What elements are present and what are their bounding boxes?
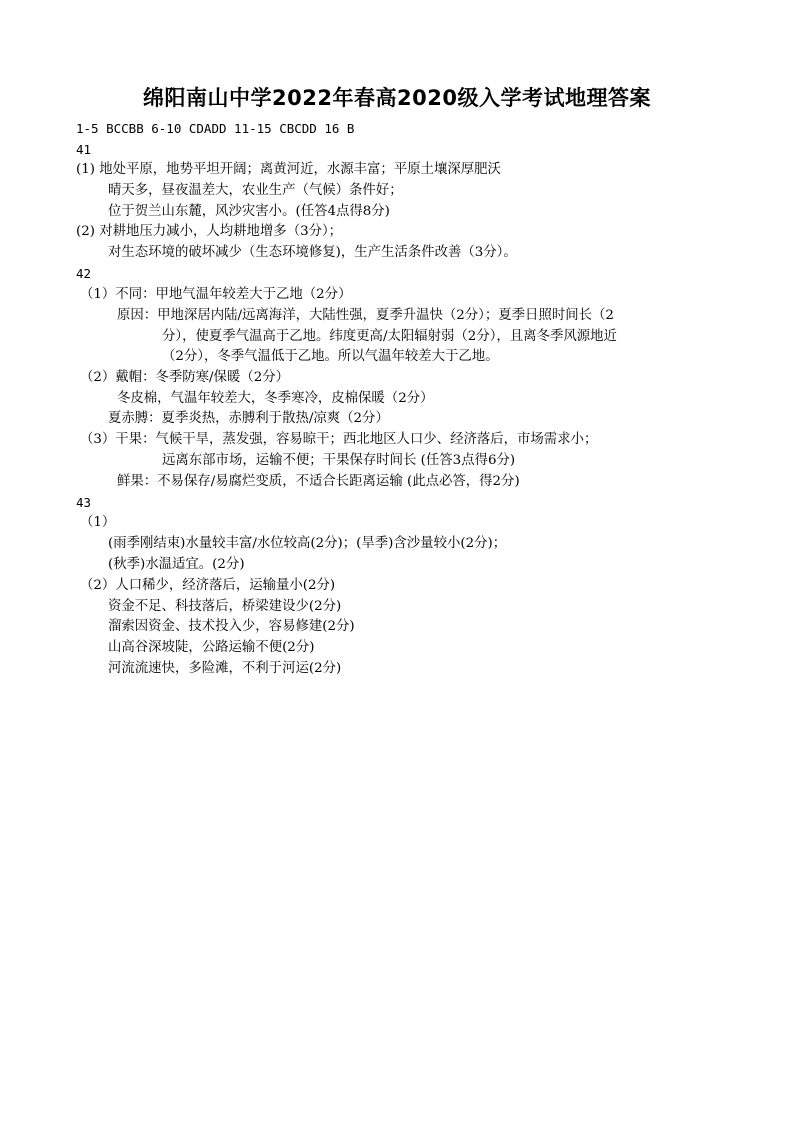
q43-number: 43 — [76, 495, 92, 510]
q43-part2-line4: 山高谷深坡陡，公路运输不便(2分) — [108, 640, 315, 655]
q42-part1-line2: 原因：甲地深居内陆/远离海洋，大陆性强，夏季升温快（2分）；夏季日照时间长（2 — [117, 308, 614, 323]
q42-part3-line1: （3）干果：气候干旱，蒸发强，容易晾干；西北地区人口少、经济落后，市场需求小； — [80, 432, 598, 447]
q43-part2-line1: （2）人口稀少，经济落后，运输量小(2分) — [80, 578, 336, 593]
q43-part1-line2: (秋季)水温适宜。(2分) — [108, 557, 245, 572]
q43-part1-label: （1） — [80, 515, 116, 530]
q42-part1-line1: （1）不同：甲地气温年较差大于乙地（2分） — [80, 287, 352, 302]
q43-part2-line2: 资金不足、科技落后，桥梁建设少(2分) — [108, 599, 342, 614]
q41-part2-line1: (2) 对耕地压力减小，人均耕地增多（3分）； — [76, 224, 343, 239]
q41-part1-line3: 位于贺兰山东麓，风沙灾害小。(任答4点得8分) — [108, 204, 390, 219]
q42-part2-line2: 冬皮棉，气温年较差大，冬季寒冷，皮棉保暖（2分） — [117, 391, 434, 406]
q42-part1-line4: （2分），冬季气温低于乙地。所以气温年较差大于乙地。 — [162, 349, 499, 364]
q42-part3-line3: 鲜果：不易保存/易腐烂变质，不适合长距离运输 (此点必答，得2分) — [117, 474, 520, 489]
q42-part1-line3: 分），使夏季气温高于乙地。纬度更高/太阳辐射弱（2分），且离冬季风源地近 — [162, 329, 617, 344]
q41-part1-line2: 晴天多，昼夜温差大，农业生产（气候）条件好； — [108, 183, 403, 198]
q43-part1-line1: (雨季刚结束)水量较丰富/水位较高(2分)；(旱季)含沙量较小(2分)； — [108, 536, 507, 551]
q41-part1-line1: (1) 地处平原，地势平坦开阔；离黄河近，水源丰富；平原土壤深厚肥沃 — [76, 162, 501, 177]
page-title: 绵阳南山中学2022年春高2020级入学考试地理答案 — [143, 86, 651, 110]
q42-number: 42 — [76, 266, 92, 281]
multiple-choice-answers: 1-5 BCCBB 6-10 CDADD 11-15 CBCDD 16 B — [76, 121, 355, 136]
q43-part2-line3: 溜索因资金、技术投入少，容易修建(2分) — [108, 619, 355, 634]
q42-part3-line2: 远离东部市场，运输不便；干果保存时间长 (任答3点得6分) — [162, 453, 516, 468]
q41-part2-line2: 对生态环境的破坏减少（生态环境修复)，生产生活条件改善（3分）。 — [108, 245, 517, 260]
q41-number: 41 — [76, 142, 92, 157]
q43-part2-line5: 河流流速快，多险滩，不利于河运(2分) — [108, 661, 342, 676]
q42-part2-line1: （2）戴帽：冬季防寒/保暖（2分） — [80, 370, 290, 385]
q42-part2-line3: 夏赤膊：夏季炎热，赤膊利于散热/凉爽（2分） — [108, 411, 389, 426]
